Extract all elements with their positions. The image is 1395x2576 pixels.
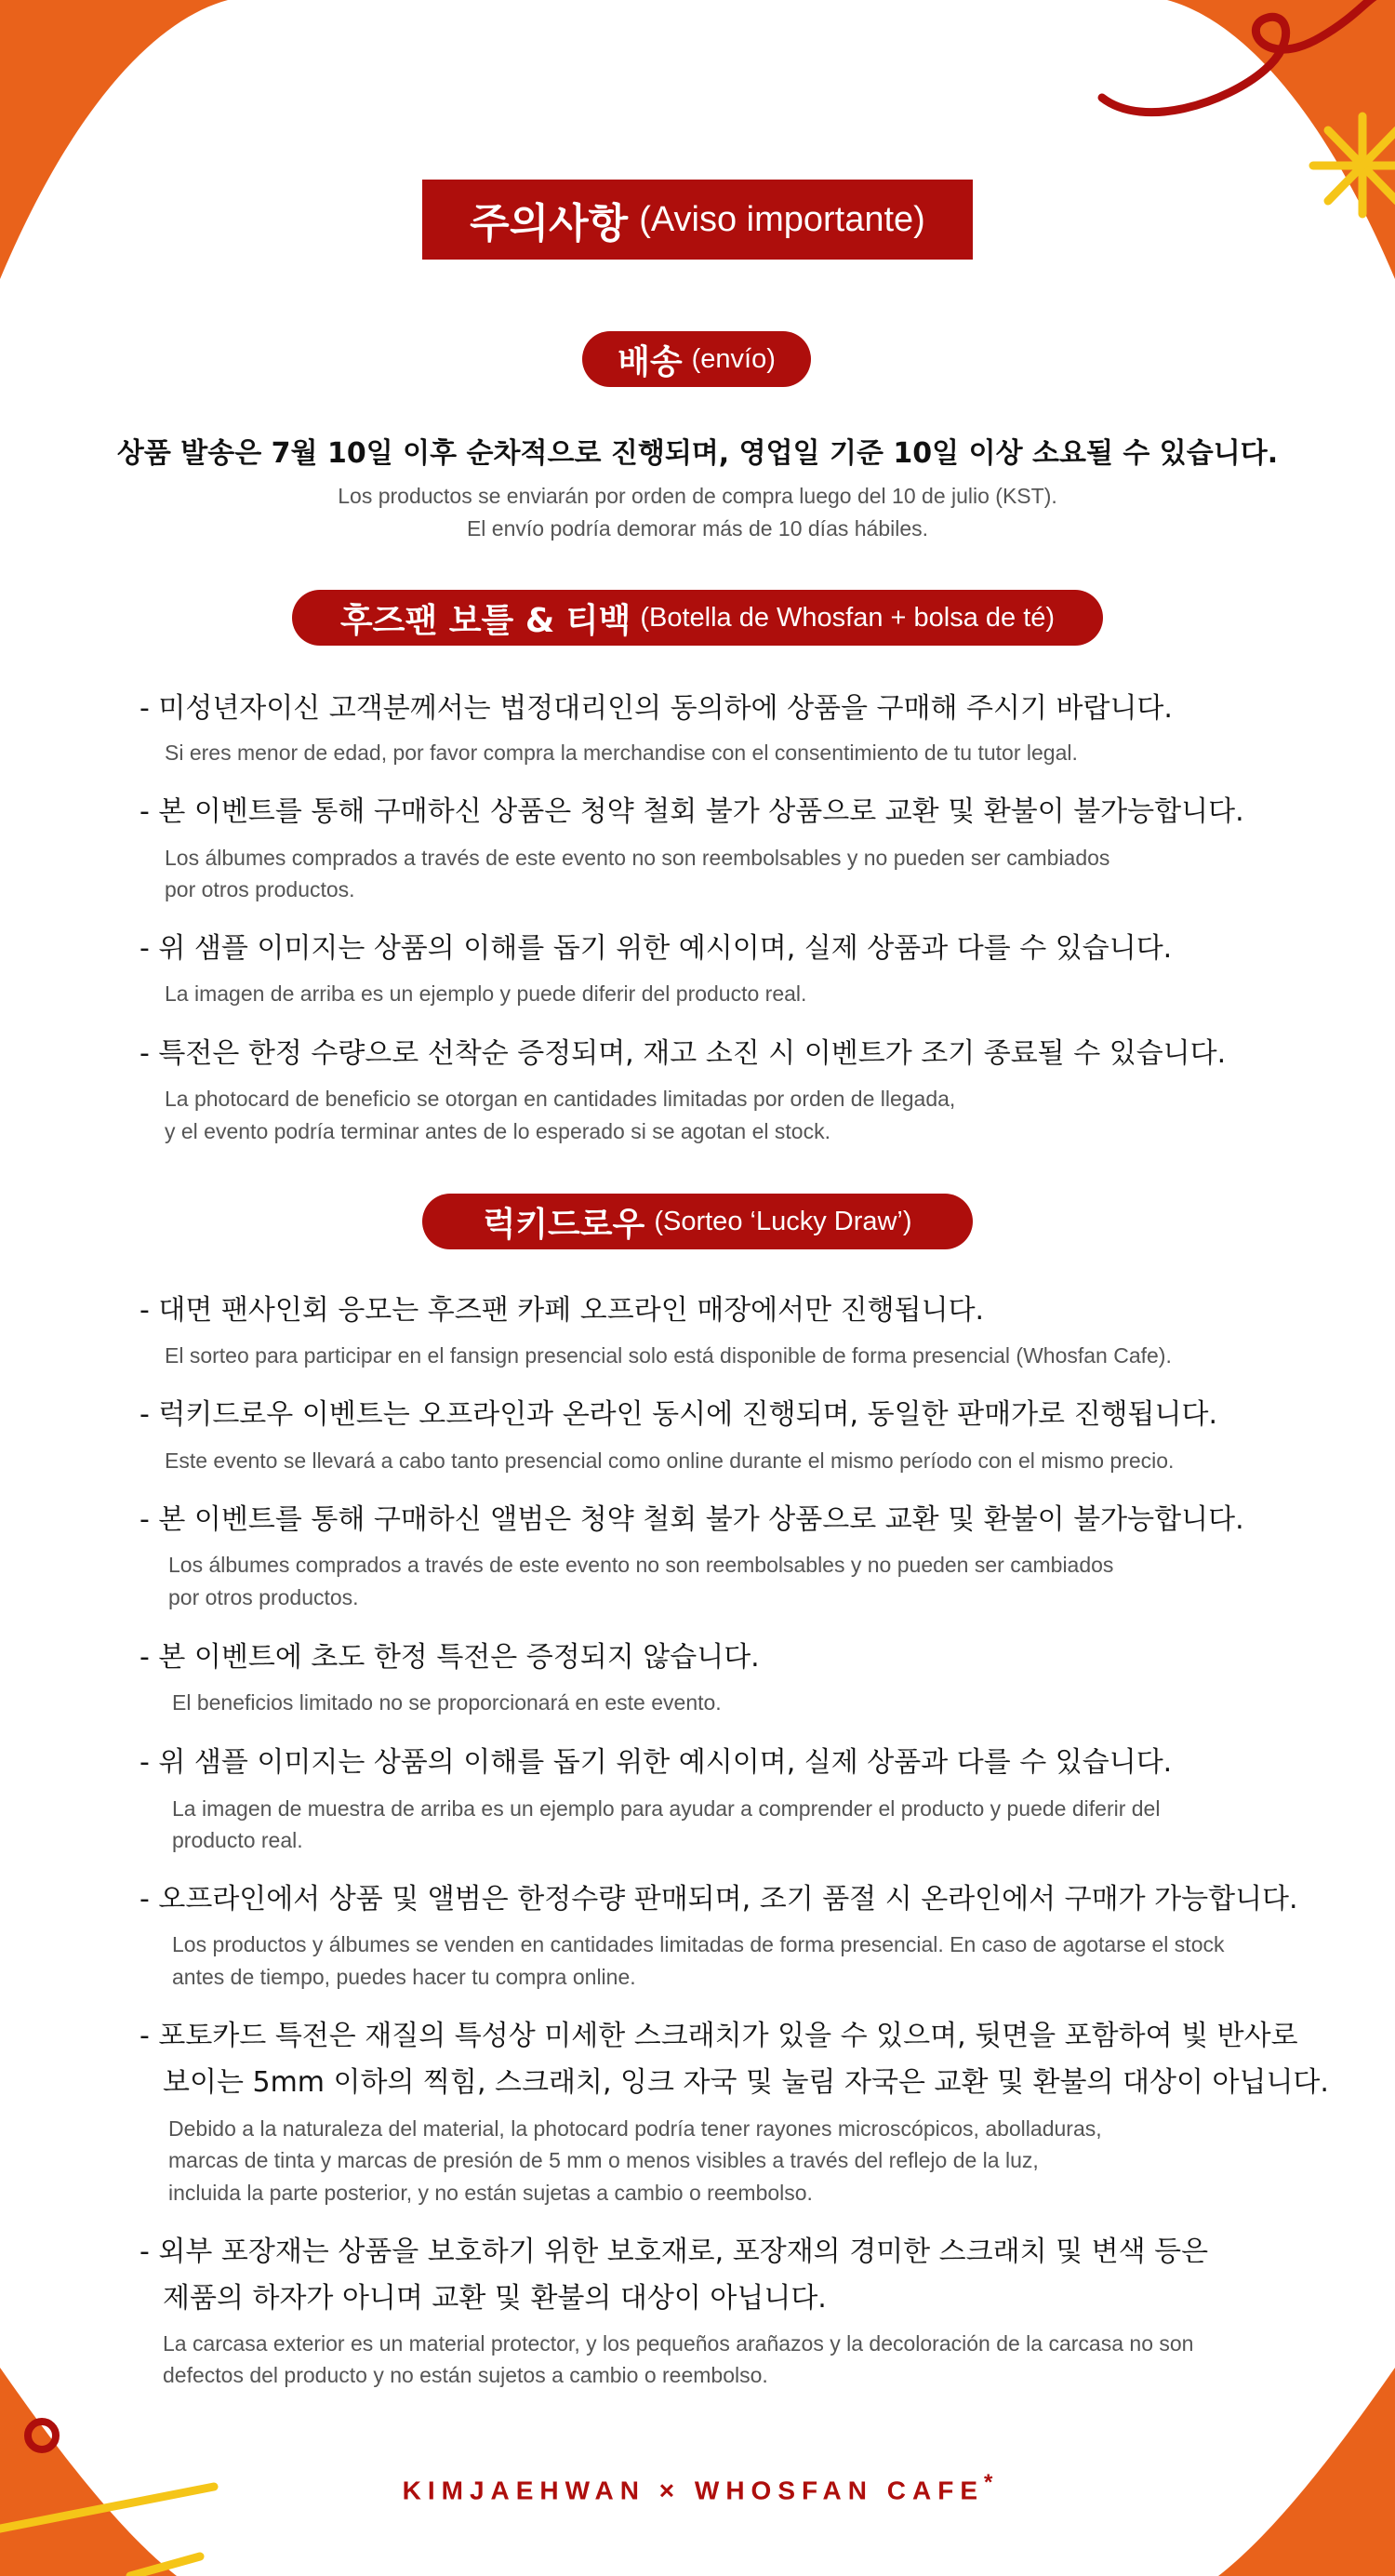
section-header-shipping bbox=[582, 331, 811, 387]
notice-item-korean: - 본 이벤트를 통해 구매하신 상품은 청약 철회 불가 상품으로 교환 및 환불이 불가능합니다. bbox=[140, 795, 1244, 828]
notice-item-spanish: Este evento se llevará a cabo tanto presencial como online durante el mismo período con el mismo precio. bbox=[165, 1448, 1175, 1473]
notice-item-spanish: Los álbumes comprados a través de este evento no son reembolsables y no pueden ser cambiados bbox=[168, 1553, 1114, 1577]
notice-item-spanish: y el evento podría terminar antes de lo esperado si se agotan el stock. bbox=[165, 1119, 830, 1143]
notice-item-korean: - 본 이벤트에 초도 한정 특전은 증정되지 않습니다. bbox=[140, 1641, 760, 1674]
notice-item-spanish: producto real. bbox=[172, 1828, 303, 1852]
notice-item-spanish: El beneficios limitado no se proporcionará en este evento. bbox=[172, 1690, 722, 1715]
notice-item-spanish: Los álbumes comprados a través de este evento no son reembolsables y no pueden ser cambiados bbox=[165, 846, 1110, 870]
notice-item-korean: - 대면 팬사인회 응모는 후즈팬 카페 오프라인 매장에서만 진행됩니다. bbox=[140, 1294, 985, 1327]
section-header-korean: 후즈팬 보틀 & 티백 bbox=[339, 601, 631, 640]
section-header-spanish: (envío) bbox=[691, 343, 776, 374]
notice-item-spanish: La imagen de arriba es un ejemplo y puede diferir del producto real. bbox=[165, 981, 807, 1006]
page-title-korean: 주의사항 bbox=[470, 200, 629, 247]
notice-item-spanish: La carcasa exterior es un material protector, y los pequeños arañazos y la decoloración de la carcasa no son bbox=[163, 2331, 1194, 2356]
notice-item-korean: - 위 샘플 이미지는 상품의 이해를 돕기 위한 예시이며, 실제 상품과 다를 수 있습니다. bbox=[140, 932, 1173, 965]
notice-item-korean: - 미성년자이신 고객분께서는 법정대리인의 동의하에 상품을 구매해 주시기 바랍니다. bbox=[140, 692, 1173, 725]
notice-item-spanish: por otros productos. bbox=[165, 877, 355, 901]
page-title-spanish: (Aviso importante) bbox=[639, 199, 925, 239]
notice-item-spanish: incluida la parte posterior, y no están sujetas a cambio o reembolso. bbox=[168, 2181, 813, 2205]
notice-item-spanish: marcas de tinta y marcas de presión de 5 mm o menos visibles a través del reflejo de la luz, bbox=[168, 2148, 1039, 2172]
notice-item-spanish: Los productos y álbumes se venden en cantidades limitadas de forma presencial. En caso de agotarse el stock bbox=[172, 1932, 1225, 1956]
notice-item-spanish: defectos del producto y no están sujetos a cambio o reembolso. bbox=[163, 2363, 768, 2387]
notice-item-korean: - 외부 포장재는 상품을 보호하기 위한 보호재로, 포장재의 경미한 스크래치 및 변색 등은 bbox=[140, 2236, 1209, 2268]
notice-item-korean: - 본 이벤트를 통해 구매하신 앨범은 청약 철회 불가 상품으로 교환 및 환불이 불가능합니다. bbox=[140, 1503, 1244, 1536]
section-header-lucky-draw bbox=[422, 1194, 973, 1249]
section-header-spanish: (Sorteo ‘Lucky Draw’) bbox=[654, 1206, 912, 1236]
shipping-notice-korean: 상품 발송은 7월 10일 이후 순차적으로 진행되며, 영업일 기준 10일 이상 소요될 수 있습니다. bbox=[116, 437, 1279, 470]
shipping-notice-spanish-line: Los productos se enviarán por orden de compra luego del 10 de julio (KST). bbox=[338, 484, 1057, 508]
shipping-notice-spanish-line: El envío podría demorar más de 10 días hábiles. bbox=[466, 516, 929, 541]
notice-item-korean: - 오프라인에서 상품 및 앨범은 한정수량 판매되며, 조기 품절 시 온라인에서 구매가 가능합니다. bbox=[140, 1883, 1298, 1915]
notice-item-spanish: La imagen de muestra de arriba es un ejemplo para ayudar a comprender el producto y puede diferir del bbox=[172, 1796, 1161, 1821]
notice-item-korean: 보이는 5mm 이하의 찍힘, 스크래치, 잉크 자국 및 눌림 자국은 교환 및 환불의 대상이 아닙니다. bbox=[163, 2066, 1329, 2099]
footer-brand bbox=[0, 2470, 1395, 2505]
notice-item-spanish: Debido a la naturaleza del material, la photocard podría tener rayones microscópicos, abolladuras, bbox=[168, 2116, 1102, 2141]
notice-item-korean: - 특전은 한정 수량으로 선착순 증정되며, 재고 소진 시 이벤트가 조기 종료될 수 있습니다. bbox=[140, 1037, 1227, 1070]
notice-item-korean: - 포토카드 특전은 재질의 특성상 미세한 스크래치가 있을 수 있으며, 뒷면을 포함하여 빛 반사로 bbox=[140, 2020, 1298, 2052]
notice-item-korean: 제품의 하자가 아니며 교환 및 환불의 대상이 아닙니다. bbox=[163, 2282, 827, 2315]
notice-item-spanish: El sorteo para participar en el fansign presencial solo está disponible de forma presencial (Whosfan Cafe). bbox=[165, 1343, 1172, 1368]
footer-brand-text: KIMJAEHWAN × WHOSFAN CAFE bbox=[402, 2476, 984, 2505]
footer-star: * bbox=[984, 2470, 993, 2495]
notice-item-spanish: antes de tiempo, puedes hacer tu compra online. bbox=[172, 1965, 636, 1989]
section-header-spanish: (Botella de Whosfan + bolsa de té) bbox=[640, 602, 1056, 633]
notice-item-spanish: por otros productos. bbox=[168, 1585, 359, 1609]
notice-item-spanish: La photocard de beneficio se otorgan en cantidades limitadas por orden de llegada, bbox=[165, 1087, 956, 1111]
section-header-korean: 배송 bbox=[618, 342, 683, 381]
shipping-notice-spanish bbox=[0, 480, 1395, 545]
notice-item-spanish: Si eres menor de edad, por favor compra la merchandise con el consentimiento de tu tutor legal. bbox=[165, 741, 1078, 765]
page-title bbox=[422, 180, 973, 260]
section-header-bottle bbox=[292, 590, 1103, 646]
notice-item-korean: - 위 샘플 이미지는 상품의 이해를 돕기 위한 예시이며, 실제 상품과 다를 수 있습니다. bbox=[140, 1746, 1173, 1779]
notice-item-korean: - 럭키드로우 이벤트는 오프라인과 온라인 동시에 진행되며, 동일한 판매가로 진행됩니다. bbox=[140, 1398, 1218, 1431]
section-header-korean: 럭키드로우 bbox=[483, 1205, 645, 1244]
